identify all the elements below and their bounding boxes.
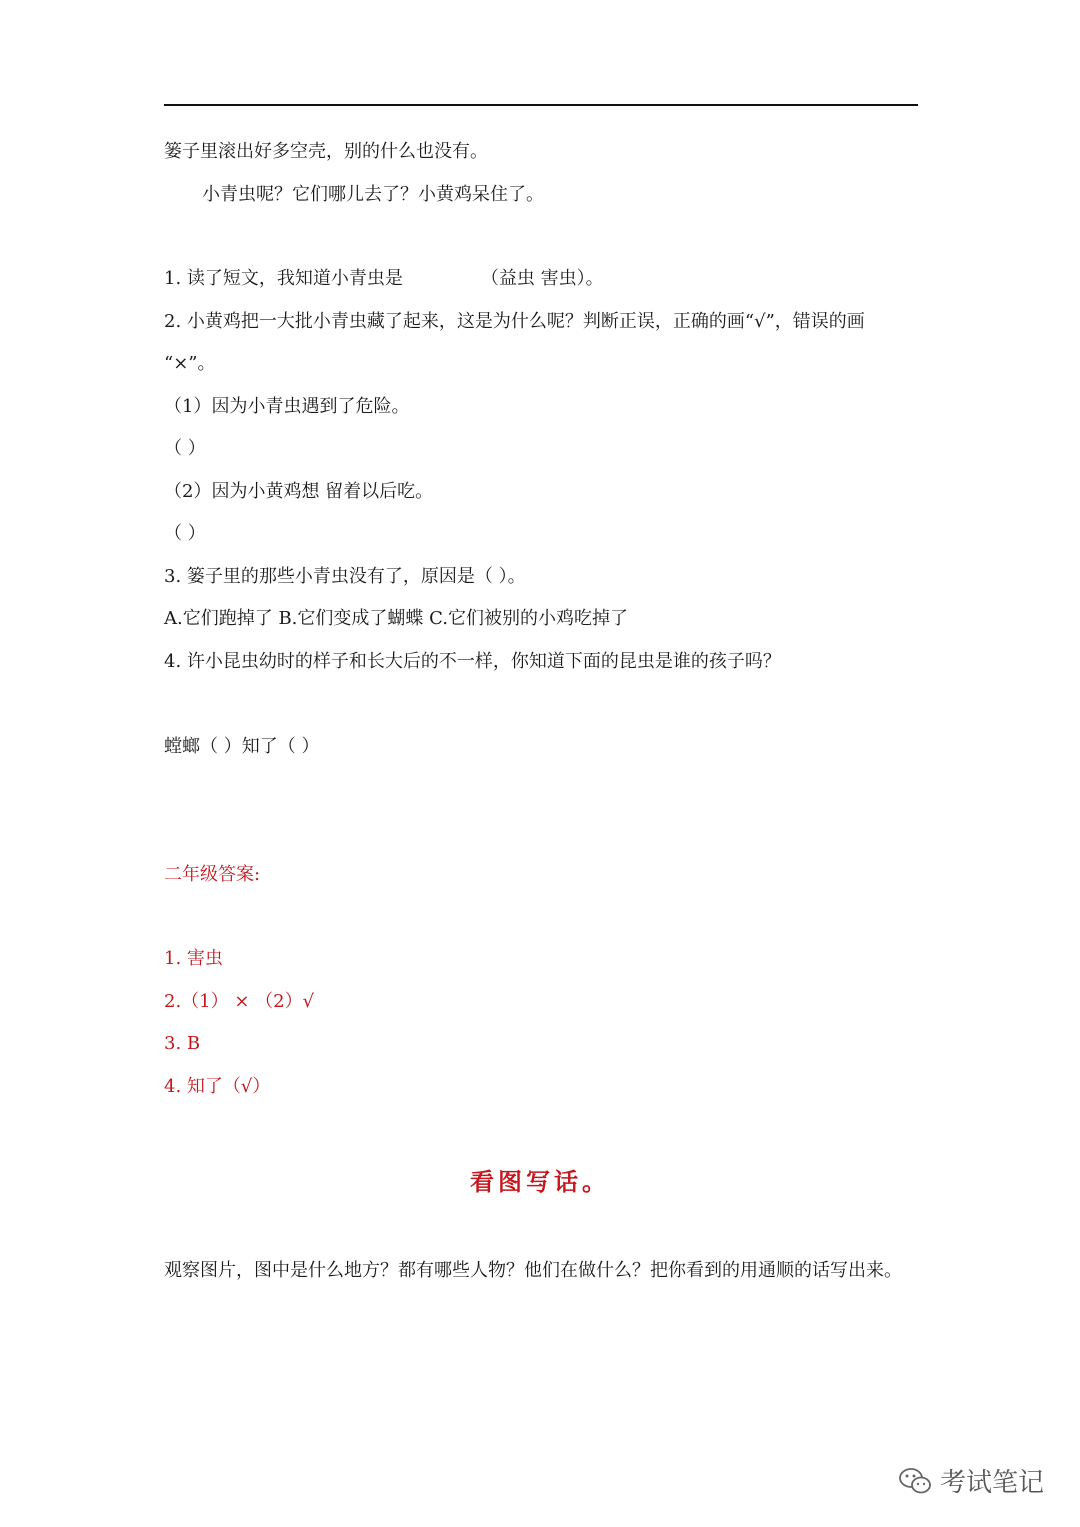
watermark-text: 考试笔记 xyxy=(939,1468,1044,1498)
question-4-answer-line: 螳螂（ ）知了（ ） xyxy=(164,736,320,757)
question-2-item-2: （2）因为小黄鸡想 留着以后吃。 xyxy=(164,481,434,502)
answer-3: 3. B xyxy=(164,1033,201,1054)
question-2-item-2-paren: （ ） xyxy=(164,523,206,544)
header-rule xyxy=(164,104,918,106)
watermark xyxy=(898,1462,1044,1499)
question-2-item-1-paren: （ ） xyxy=(164,438,206,459)
question-3-options: A.它们跑掉了 B.它们变成了蝴蝶 C.它们被别的小鸡吃掉了 xyxy=(164,608,628,629)
answer-2: 2.（1） × （2）√ xyxy=(164,991,315,1012)
question-1-options: （益虫 害虫）。 xyxy=(480,268,604,289)
question-1-prefix: 1. 读了短文，我知道小青虫是 xyxy=(164,268,403,289)
answer-4: 4. 知了（√） xyxy=(164,1076,271,1097)
question-2-item-1: （1）因为小青虫遇到了危险。 xyxy=(164,396,410,417)
question-3: 3. 篓子里的那些小青虫没有了，原因是（ ）。 xyxy=(164,566,526,587)
question-4: 4. 许小昆虫幼时的样子和长大后的不一样，你知道下面的昆虫是谁的孩子吗？ xyxy=(164,651,781,672)
wechat-icon xyxy=(898,1466,932,1496)
answer-1: 1. 害虫 xyxy=(164,948,223,969)
question-2-line-2: “×”。 xyxy=(164,353,216,374)
writing-title: 看图写话。 xyxy=(470,1167,610,1196)
story-line-2: 小青虫呢？它们哪儿去了？小黄鸡呆住了。 xyxy=(202,184,544,205)
answers-heading: 二年级答案: xyxy=(164,864,261,885)
story-line-1: 篓子里滚出好多空壳，别的什么也没有。 xyxy=(164,141,488,162)
question-1 xyxy=(164,267,604,291)
writing-prompt: 观察图片，图中是什么地方？都有哪些人物？他们在做什么？把你看到的用通顺的话写出来。 xyxy=(164,1260,902,1281)
question-2-line-1: 2. 小黄鸡把一大批小青虫藏了起来，这是为什么呢？判断正误，正确的画“√”，错误的画 xyxy=(164,311,865,332)
